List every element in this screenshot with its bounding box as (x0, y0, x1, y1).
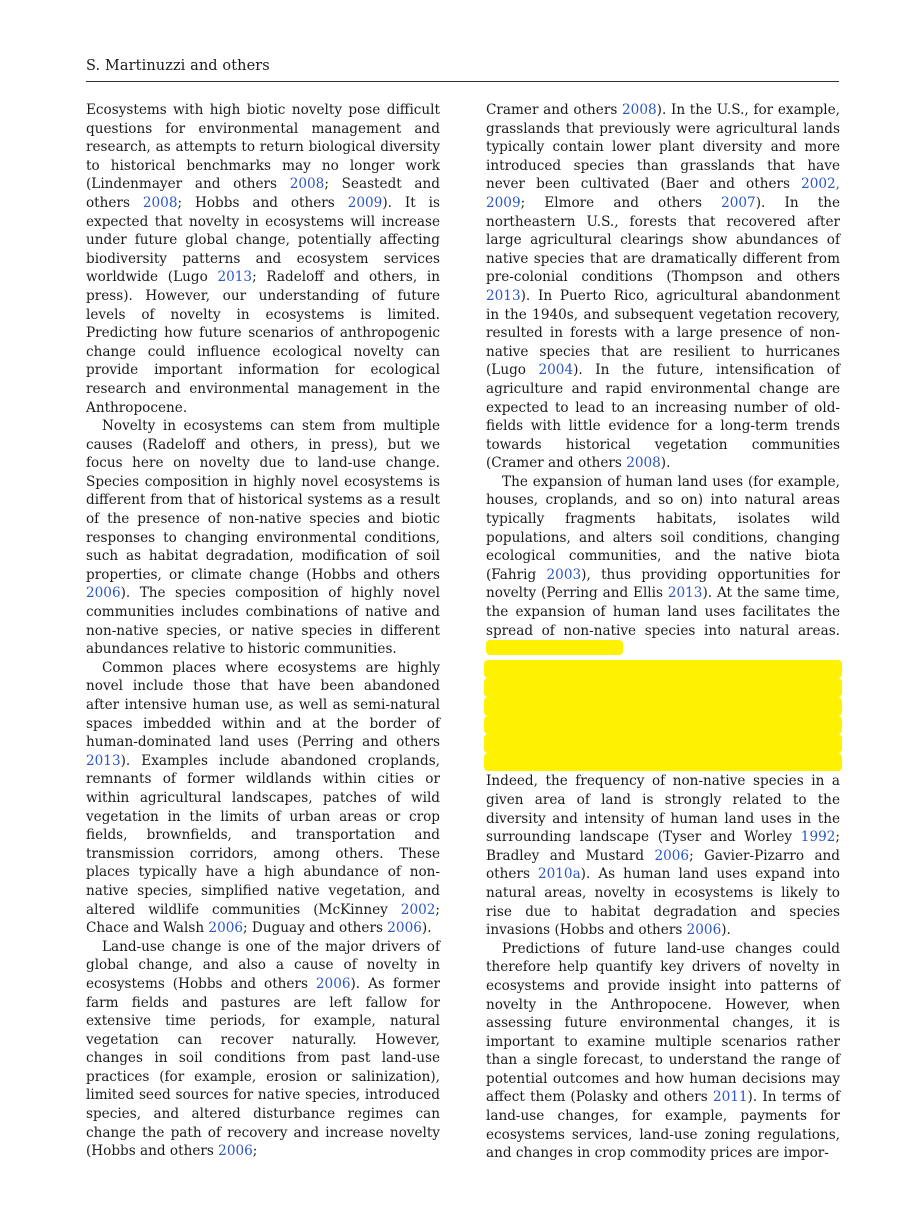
paragraph (486, 772, 840, 939)
text-run: ; Elmore and others (520, 194, 722, 211)
text-run: Land-use change is one of the major drivers of global change, and also a cause of novelty in ecosystems (Hobbs and others (86, 938, 440, 992)
citation-link[interactable]: 2009 (347, 194, 383, 211)
citation-link[interactable]: 2013 (486, 287, 521, 304)
redaction-highlight (484, 660, 842, 679)
text-run: ). (721, 922, 731, 939)
text-run: ). (421, 920, 432, 937)
text-run: ). As human land uses expand into natural areas, novelty in ecosystems is likely to rise due to habitat degradation and species invasions (Hobbs and others (486, 866, 840, 939)
text-run: ; Hobbs and others (177, 194, 348, 211)
text-run: The expansion of human land uses (for example, houses, croplands, and so on) into natural areas typically fragments habitats, isolates wild populations, and alters soil conditions, changing ecological communities, and the native biota (Fahrig (486, 473, 840, 583)
citation-link[interactable]: 2004 (538, 362, 574, 379)
citation-link[interactable]: 2006 (86, 585, 121, 602)
redaction-highlight (486, 640, 623, 655)
paragraph (486, 940, 840, 1163)
citation-link[interactable]: 2003 (546, 566, 582, 583)
text-run: ; (252, 1143, 258, 1160)
text-run: ; Chace and Walsh (86, 901, 440, 937)
text-run: ). In the northeastern U.S., forests that recovered after large agricultural clearings show abundances of native species that are dramatically different from pre-colonial conditions (Thompson and others (486, 194, 841, 286)
text-run: Cramer and others (486, 102, 623, 118)
redaction-highlight (484, 697, 842, 716)
text-run: ). In terms of land-use changes, for example, payments for ecosystems services, land-use zoning regulations, and changes in crop commodity prices are impor- (486, 1089, 840, 1162)
paragraph (486, 101, 840, 473)
text-run: ). It is expected that novelty in ecosystems will increase under future global change, potentially affecting biodiversity patterns and ecosystem services worldwide (Lugo (86, 194, 441, 286)
citation-link[interactable]: 2013 (217, 269, 253, 286)
paragraph (86, 938, 440, 1161)
text-run: ; Duguay and others (243, 920, 388, 937)
redacted-block (486, 660, 840, 772)
text-run: ). As former farm fields and pastures are left fallow for extensive time periods, for example, natural vegetation can recover naturally. However, changes in soil conditions from past land-use practices (for example, erosion or salinization), limited seed sources for native species, introduced species, and altered disturbance regimes can change the path of recovery and increase novelty (Hobbs and others (86, 975, 440, 1160)
citation-link[interactable]: 2007 (721, 194, 756, 211)
running-header (86, 55, 839, 82)
text-run: ; Bradley and Mustard (486, 829, 840, 864)
left-column (86, 101, 440, 1161)
running-head-author: S. Martinuzzi and others (86, 58, 270, 74)
citation-link[interactable]: 2013 (86, 752, 121, 769)
paragraph (486, 473, 840, 659)
text-run: ). Examples include abandoned croplands, remnants of former wildlands within cities or within agricultural landscapes, patches of wild vegetation in the limits of urban areas or crop fields, brownfields, and transportation and transmission corridors, among others. These places typically have a high abundance of non-native species, simplified native vegetation, and altered wildlife communities (McKinney (86, 752, 440, 918)
citation-link[interactable]: 2010a (537, 866, 581, 883)
text-run: Predictions of future land-use changes could therefore help quantify key drivers of novelty in ecosystems and provide insight into patterns of novelty in the Anthropocene. However, when assessing future environmental changes, it is important to examine multiple scenarios rather than a single forecast, to understand the range of potential outcomes and how human decisions may affect them (Polasky and others (486, 940, 840, 1106)
redaction-highlight (484, 678, 842, 697)
text-run: ). The species composition of highly novel communities includes combinations of native and non-native species, or native species in different abundances relative to historic communities. (86, 585, 440, 658)
redaction-highlight (484, 734, 842, 753)
citation-link[interactable]: 2008 (622, 102, 657, 118)
citation-link[interactable]: 2008 (142, 194, 178, 211)
citation-link[interactable]: 2011 (712, 1089, 748, 1106)
citation-link[interactable]: 2002 (400, 901, 436, 918)
text-run: ; Gavier-Pizarro and others (486, 847, 841, 883)
redaction-highlight (484, 753, 842, 772)
text-run: ). In the future, intensification of agriculture and rapid environmental change are expected to lead to an increasing number of old-fields with little evidence for a long-term trends towards historical vegetation communities (Cramer and others (486, 362, 840, 472)
text-run: ), thus providing opportunities for novelty (Perring and Ellis (486, 566, 840, 602)
paragraph (86, 659, 440, 938)
citation-link[interactable]: 2013 (667, 585, 703, 602)
text-run: Ecosystems with high biotic novelty pose difficult questions for environmental management and research, as attempts to return biological diversity to historical benchmarks may no longer work (Lindenmayer and others (86, 102, 440, 193)
citation-link[interactable]: 2006 (686, 922, 722, 939)
citation-link[interactable]: 2002, 2009 (486, 176, 840, 211)
text-run: Indeed, the frequency of non-native species in a given area of land is strongly related to the diversity and intensity of human land uses in the surrounding landscape (Tyser and Worley (486, 773, 840, 846)
citation-link[interactable]: 2006 (315, 975, 351, 992)
citation-link[interactable]: 2006 (208, 920, 244, 937)
text-run: ; Radeloff and others, in press). However, our understanding of future levels of novelty in ecosystems is limited. Predicting how future scenarios of anthropogenic change could influence ecological novelty can provide important information for ecological research and environmental management in the Anthropocene. (86, 269, 440, 416)
paragraph-text (486, 474, 840, 639)
citation-link[interactable]: 2006 (387, 920, 422, 937)
citation-link[interactable]: 2006 (654, 847, 690, 864)
citation-link[interactable]: 2008 (626, 455, 661, 472)
paragraph (86, 417, 440, 659)
citation-link[interactable]: 2006 (218, 1143, 253, 1160)
text-run: ). In Puerto Rico, agricultural abandonment in the 1940s, and subsequent vegetation recovery, resulted in forests with a large presence of non-native species that are resilient to hurricanes (Lugo (486, 287, 840, 379)
text-run: ; Seastedt and others (86, 176, 440, 211)
text-run: ). At the same time, the expansion of human land uses facilitates the spread of non-native species into natural areas. (486, 585, 840, 639)
text-run: ). (660, 455, 671, 472)
citation-link[interactable]: 2008 (289, 176, 325, 193)
text-run: Novelty in ecosystems can stem from multiple causes (Radeloff and others, in press), but we focus here on novelty due to land-use change. Species composition in highly novel ecosystems is different from that of historical systems as a result of the presence of non-native species and biotic responses to changing environmental conditions, such as habitat degradation, modification of soil properties, or climate change (Hobbs and others (86, 418, 440, 583)
right-column (486, 101, 840, 1163)
paragraph (86, 101, 440, 417)
citation-link[interactable]: 1992 (800, 829, 836, 846)
redaction-highlight (484, 716, 842, 735)
text-run: ). In the U.S., for example, grasslands that previously were agricultural lands typically contain lower plant diversity and more introduced species than grasslands that have never been cultivated (Baer and others (486, 102, 840, 193)
text-run: Common places where ecosystems are highly novel include those that have been abandoned after intensive human use, as well as semi-natural spaces imbedded within and at the border of human-dominated land uses (Perring and others (86, 659, 440, 751)
